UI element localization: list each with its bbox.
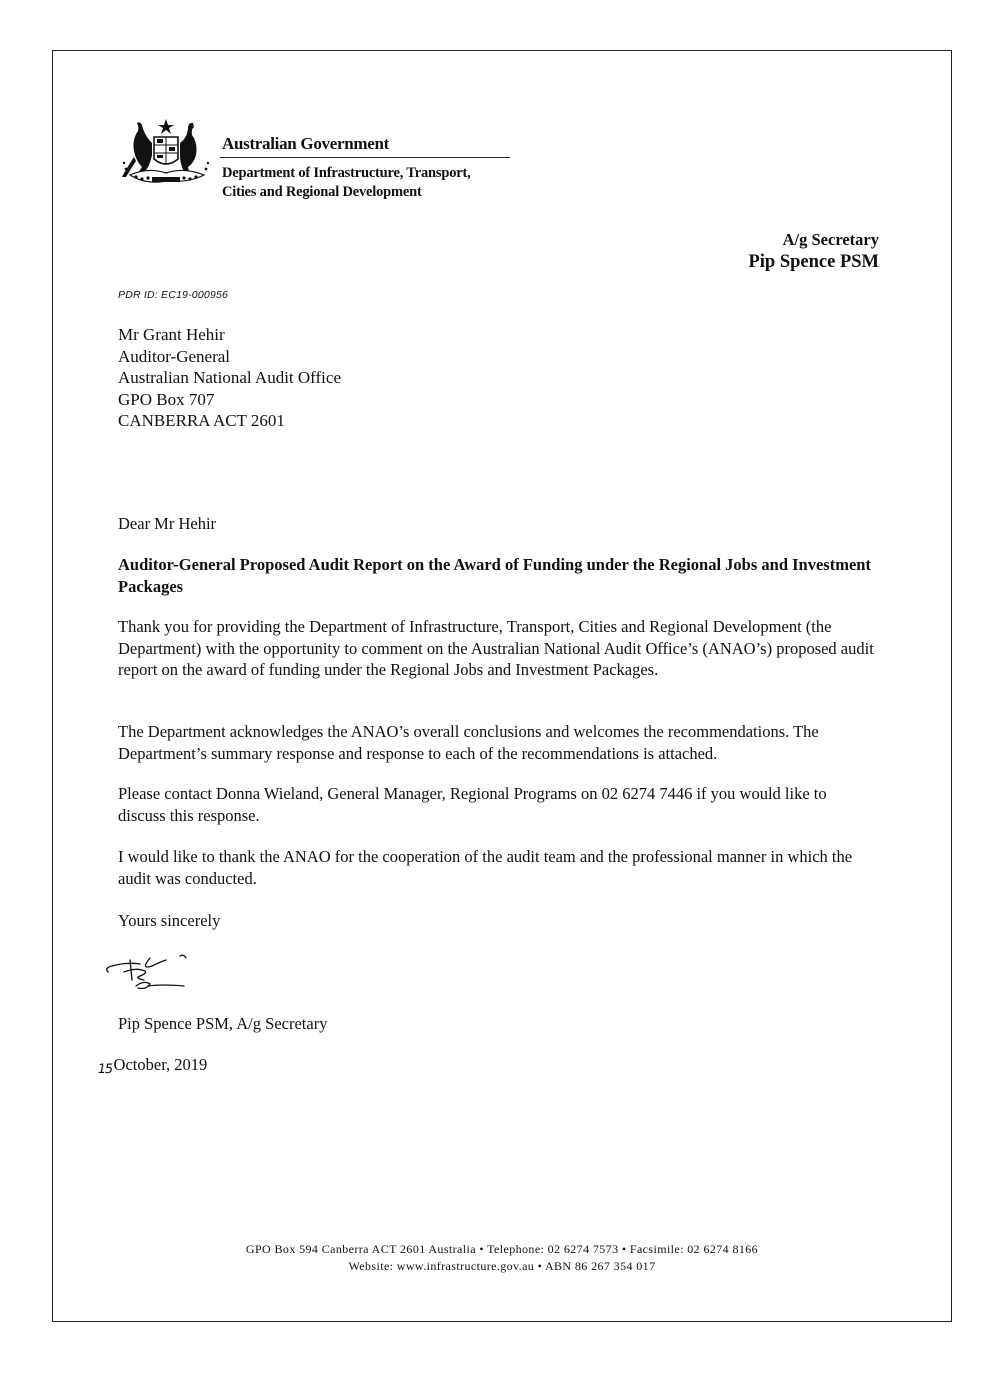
- coat-of-arms-icon: [118, 117, 214, 189]
- salutation: Dear Mr Hehir: [118, 514, 217, 533]
- body-paragraph: I would like to thank the ANAO for the cooperation of the audit team and the professional manner in which the audit was conducted.: [118, 847, 853, 888]
- letterhead: [118, 117, 518, 207]
- reference-id: PDR ID: EC19-000956: [118, 289, 229, 301]
- date-month-year: October, 2019: [113, 1055, 208, 1074]
- sender-role: A/g Secretary: [782, 230, 879, 249]
- recipient-line: CANBERRA ACT 2601: [118, 411, 285, 430]
- date-day-handwritten: 15: [96, 1062, 114, 1077]
- sender-name: Pip Spence PSM: [748, 252, 879, 272]
- footer-contact-line: GPO Box 594 Canberra ACT 2601 Australia • Telephone: 02 6274 7573 • Facsimile: 02 6274 8166: [245, 1242, 759, 1256]
- letter-subject: Auditor-General Proposed Audit Report on the Award of Funding under the Regional Jobs and Investment Packages: [118, 555, 871, 596]
- department-line-2: Cities and Regional Development: [222, 184, 422, 200]
- closing: Yours sincerely: [118, 911, 221, 930]
- body-paragraph: Thank you for providing the Department of Infrastructure, Transport, Cities and Regional Development (the Department) with the opportunity to comment on the Australian National Audit Office’s (ANAO’s) proposed audit report on the award of funding under the Regional Jobs and Investment Packages.: [118, 617, 874, 679]
- letterhead-divider: [220, 157, 510, 158]
- recipient-line: Auditor-General: [118, 346, 231, 366]
- footer: [52, 1241, 952, 1275]
- recipient-line: GPO Box 707: [118, 389, 215, 409]
- sender-block: [748, 228, 879, 274]
- recipient-line: Mr Grant Hehir: [118, 325, 225, 344]
- body-paragraph: Please contact Donna Wieland, General Manager, Regional Programs on 02 6274 7446 if you would like to discuss this response.: [118, 784, 827, 825]
- recipient-address: [118, 324, 341, 432]
- recipient-line: Australian National Audit Office: [118, 368, 341, 387]
- footer-website-line: Website: www.infrastructure.gov.au • ABN 86 267 354 017: [348, 1259, 656, 1273]
- body-paragraph: The Department acknowledges the ANAO’s overall conclusions and welcomes the recommendations. The Department’s summary response and response to each of the recommendations is attached.: [118, 722, 819, 763]
- handwritten-signature: [100, 950, 200, 998]
- department-name: [222, 164, 471, 202]
- signatory: Pip Spence PSM, A/g Secretary: [118, 1014, 328, 1033]
- letter-date: [98, 1055, 207, 1075]
- department-line-1: Department of Infrastructure, Transport,: [222, 165, 471, 181]
- government-name: Australian Government: [222, 134, 389, 153]
